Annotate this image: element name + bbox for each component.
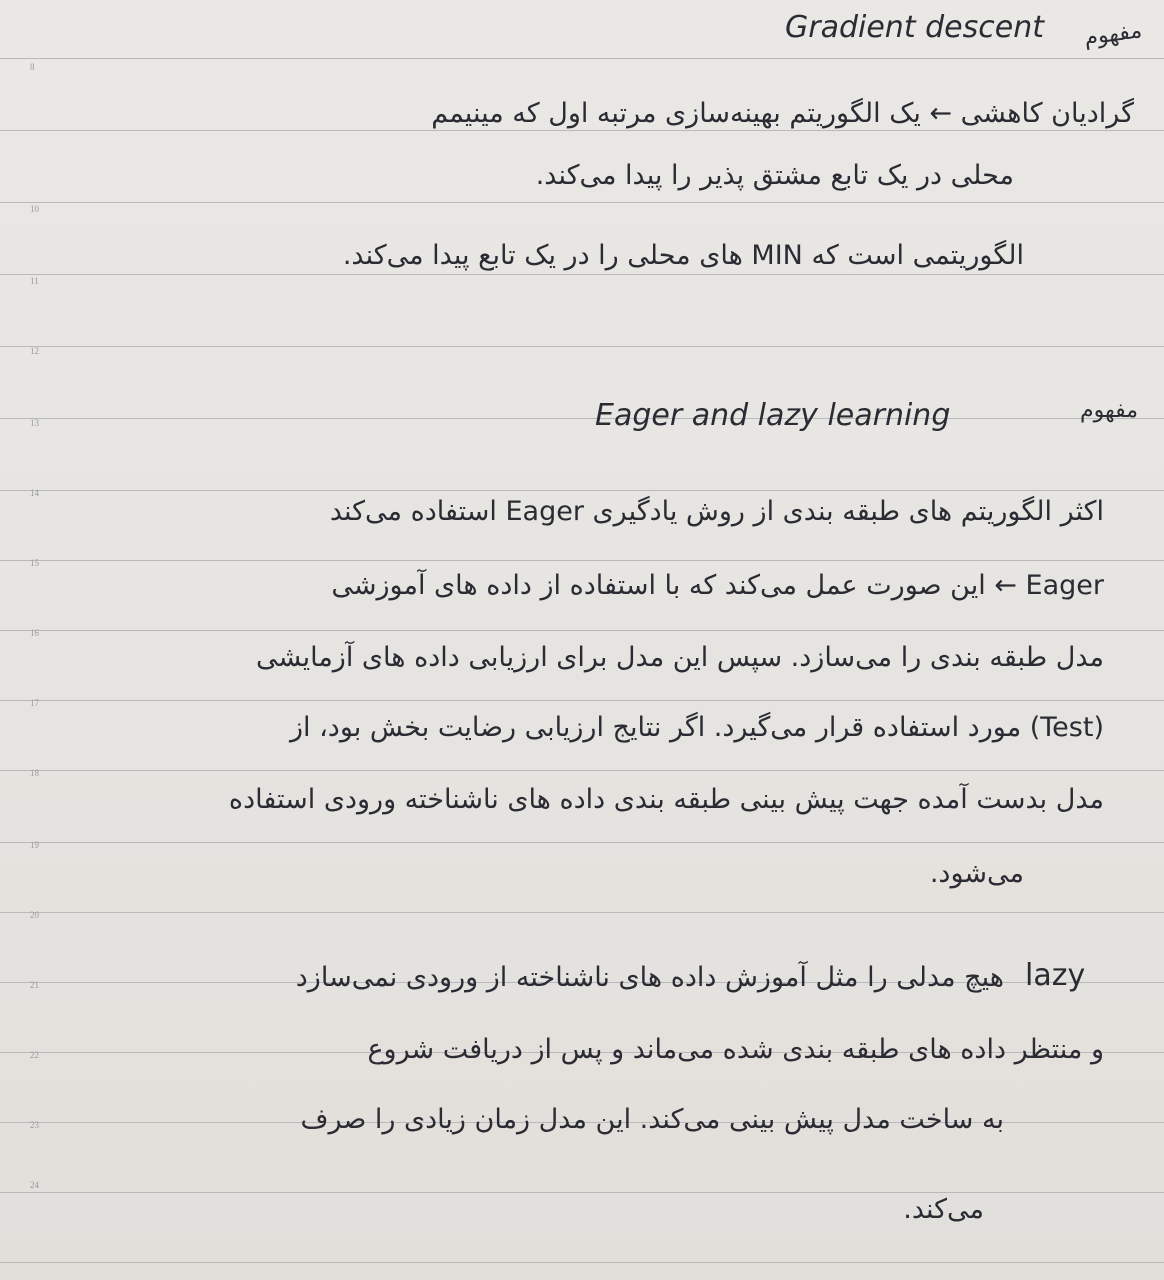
line-number: 15	[30, 558, 39, 568]
handwritten-line: می‌شود.	[929, 858, 1024, 889]
concept-label: مفهوم	[1079, 398, 1138, 423]
ruled-line	[0, 1262, 1164, 1263]
section-title-gradient-descent: Gradient descent	[785, 10, 1044, 45]
line-number: 8	[30, 62, 35, 72]
ruled-line	[0, 560, 1164, 561]
line-number: 20	[30, 910, 39, 920]
line-number: 11	[30, 276, 39, 286]
lazy-label: lazy	[1025, 958, 1086, 993]
handwritten-line: هیچ مدلی را مثل آموزش داده های ناشناخته از ورودی نمی‌سازد	[295, 962, 1004, 993]
ruled-line	[0, 1192, 1164, 1193]
line-number: 17	[30, 698, 39, 708]
handwritten-line: به ساخت مدل پیش بینی می‌کند. این مدل زمان زیادی را صرف	[300, 1104, 1004, 1135]
handwritten-line: (Test) مورد استفاده قرار می‌گیرد. اگر نتایج ارزیابی رضایت بخش بود، از	[289, 712, 1104, 743]
ruled-line	[0, 912, 1164, 913]
handwritten-line: گرادیان کاهشی ← یک الگوریتم بهینه‌سازی مرتبه اول که مینیمم	[431, 98, 1134, 129]
ruled-line	[0, 700, 1164, 701]
ruled-line	[0, 58, 1164, 59]
ruled-line	[0, 346, 1164, 347]
line-number: 16	[30, 628, 39, 638]
handwritten-line: و منتظر داده های طبقه بندی شده می‌ماند و پس از دریافت شروع	[367, 1034, 1104, 1065]
ruled-line	[0, 842, 1164, 843]
handwritten-line: مدل طبقه بندی را می‌سازد. سپس این مدل برای ارزیابی داده های آزمایشی	[255, 642, 1104, 673]
handwritten-line: اکثر الگوریتم های طبقه بندی از روش یادگیری Eager استفاده می‌کند	[329, 496, 1104, 527]
handwritten-line: می‌کند.	[903, 1194, 984, 1225]
line-number: 12	[30, 346, 39, 356]
line-number: 24	[30, 1180, 39, 1190]
line-number: 23	[30, 1120, 39, 1130]
handwritten-line: محلی در یک تابع مشتق پذیر را پیدا می‌کند.	[535, 160, 1014, 191]
ruled-line	[0, 490, 1164, 491]
line-number: 22	[30, 1050, 39, 1060]
ruled-line	[0, 770, 1164, 771]
line-number: 19	[30, 840, 39, 850]
handwritten-line: الگوریتمی است که MIN های محلی را در یک تابع پیدا می‌کند.	[342, 240, 1024, 271]
line-number: 21	[30, 980, 39, 990]
line-number: 13	[30, 418, 39, 428]
ruled-line	[0, 418, 1164, 419]
ruled-line	[0, 202, 1164, 203]
ruled-line	[0, 630, 1164, 631]
line-number: 10	[30, 204, 39, 214]
ruled-line	[0, 274, 1164, 275]
ruled-line	[0, 130, 1164, 131]
line-number: 14	[30, 488, 39, 498]
line-number: 18	[30, 768, 39, 778]
concept-label: مفهوم	[1082, 18, 1144, 51]
handwritten-line: مدل بدست آمده جهت پیش بینی طبقه بندی داده های ناشناخته ورودی استفاده	[228, 784, 1104, 815]
handwritten-line: Eager ← این صورت عمل می‌کند که با استفاده از داده های آموزشی	[331, 570, 1104, 601]
section-title-eager-lazy: Eager and lazy learning	[595, 398, 951, 433]
